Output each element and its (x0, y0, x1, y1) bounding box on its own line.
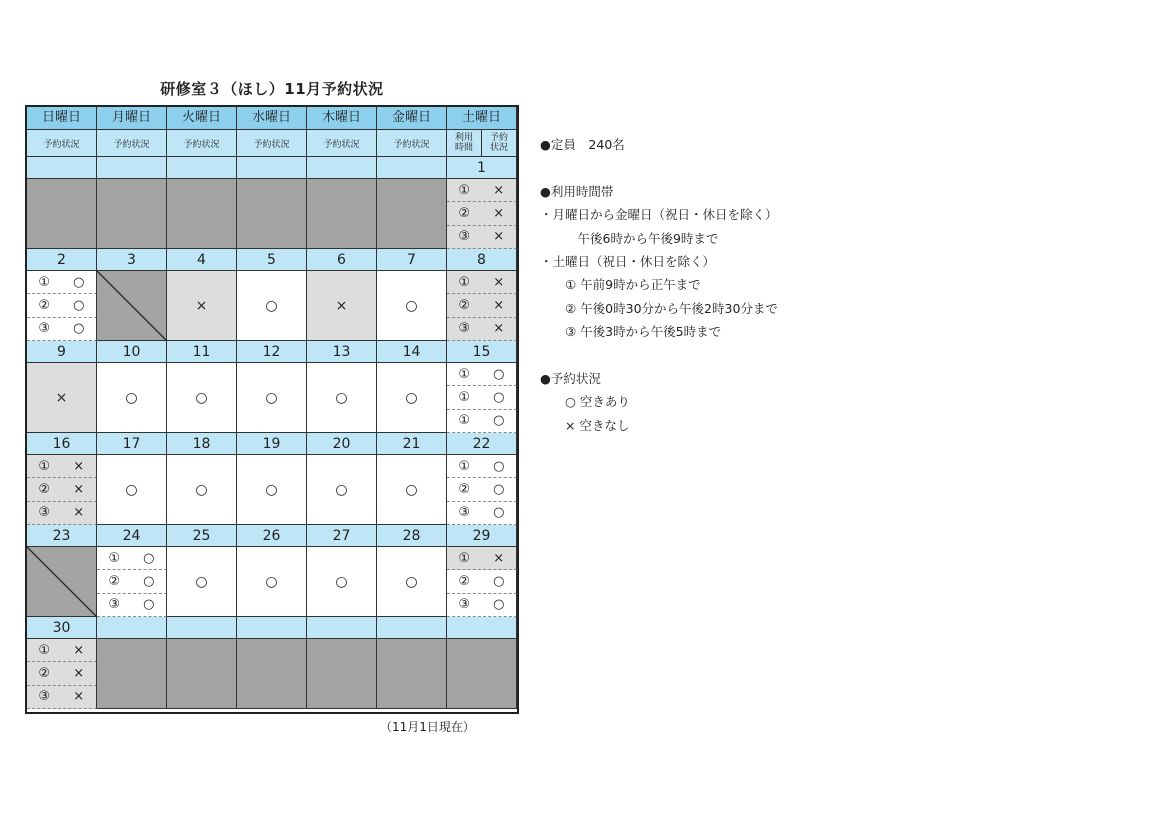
slot-status: × (493, 205, 505, 221)
availability-cell[interactable]: ○ (307, 547, 377, 617)
slot-status: × (493, 229, 505, 245)
slot-number: ① (458, 389, 471, 405)
info-line: ② 午後0時30分から午後2時30分まで (540, 300, 778, 316)
slot-number: ① (458, 182, 471, 198)
date-number: 23 (27, 525, 97, 547)
availability-cell[interactable]: × (167, 271, 237, 341)
date-number: 16 (27, 433, 97, 455)
info-line: ① 午前9時から正午まで (540, 277, 701, 293)
info-line: ●予約状況 (540, 371, 601, 387)
time-slot[interactable] (27, 318, 97, 341)
day-header: 水曜日 (237, 107, 307, 130)
slot-status: × (493, 182, 505, 198)
slot-number: ③ (38, 505, 51, 521)
date-number: 26 (237, 525, 307, 547)
date-number: 30 (27, 617, 97, 639)
date-number: 11 (167, 341, 237, 363)
date-number (307, 617, 377, 639)
availability-cell[interactable]: ○ (237, 547, 307, 617)
date-number: 1 (447, 157, 517, 179)
slot-status: ○ (493, 597, 505, 613)
closed-cell (237, 639, 307, 709)
slot-status: × (73, 481, 85, 497)
slot-number: ① (458, 366, 471, 382)
availability-cell[interactable]: ○ (307, 363, 377, 433)
slot-number: ① (38, 642, 51, 658)
slot-number: ③ (38, 689, 51, 705)
time-slot[interactable] (447, 226, 517, 249)
availability-cell[interactable]: ○ (377, 271, 447, 341)
slot-status: × (73, 505, 85, 521)
slot-status: ○ (143, 573, 155, 589)
availability-cell[interactable]: ○ (167, 547, 237, 617)
time-slot[interactable] (27, 271, 97, 294)
slot-number: ③ (458, 505, 471, 521)
closed-cell (97, 179, 167, 249)
time-slot[interactable] (447, 318, 517, 341)
closed-cell (167, 179, 237, 249)
availability-cell[interactable]: ○ (237, 363, 307, 433)
availability-cell[interactable]: ○ (237, 271, 307, 341)
time-slot[interactable] (447, 410, 517, 433)
info-line: ○ 空きあり (540, 394, 630, 410)
reservation-calendar (25, 105, 519, 714)
info-line (540, 344, 778, 367)
slot-status: ○ (493, 413, 505, 429)
date-number: 27 (307, 525, 377, 547)
date-number: 4 (167, 249, 237, 271)
date-number: 5 (237, 249, 307, 271)
status-subheader: 予約状況 (377, 130, 447, 157)
as-of-date: （11月1日現在） (380, 720, 475, 734)
availability-cell[interactable]: ○ (237, 455, 307, 525)
closed-cell (27, 179, 97, 249)
date-number: 21 (377, 433, 447, 455)
info-line: 午後6時から午後9時まで (540, 230, 719, 246)
availability-cell[interactable]: ○ (307, 455, 377, 525)
date-number: 10 (97, 341, 167, 363)
page-title: 研修室３（ほし）11月予約状況 (160, 80, 384, 98)
availability-cell[interactable]: ○ (167, 363, 237, 433)
time-slot[interactable] (27, 502, 97, 525)
time-slot[interactable] (447, 478, 517, 501)
slot-number: ② (108, 573, 121, 589)
time-slot[interactable] (27, 478, 97, 501)
date-number: 29 (447, 525, 517, 547)
time-slot[interactable] (447, 179, 517, 202)
time-slot[interactable] (97, 570, 167, 593)
slot-number: ① (108, 550, 121, 566)
day-header: 土曜日 (447, 107, 517, 130)
status-subheader: 予約状況 (167, 130, 237, 157)
closed-cell (97, 639, 167, 709)
time-slot[interactable] (27, 455, 97, 478)
date-number (307, 157, 377, 179)
info-line: ③ 午後3時から午後5時まで (540, 324, 722, 340)
info-line: ●定員 240名 (540, 137, 625, 152)
availability-cell[interactable]: ○ (377, 547, 447, 617)
slot-status: ○ (73, 321, 85, 337)
date-number (167, 157, 237, 179)
time-slot[interactable] (97, 594, 167, 617)
time-slot[interactable] (447, 547, 517, 570)
availability-cell[interactable]: ○ (97, 455, 167, 525)
slot-number: ① (38, 274, 51, 290)
slot-status: ○ (73, 274, 85, 290)
slot-status: ○ (493, 573, 505, 589)
availability-cell[interactable]: × (27, 363, 97, 433)
slot-status: × (73, 665, 85, 681)
slot-number: ③ (458, 229, 471, 245)
time-slot[interactable] (27, 662, 97, 685)
date-number: 18 (167, 433, 237, 455)
info-line: × 空きなし (540, 417, 630, 433)
slot-number: ① (458, 274, 471, 290)
day-header: 日曜日 (27, 107, 97, 130)
date-number: 7 (377, 249, 447, 271)
slot-status: × (73, 689, 85, 705)
slot-status: ○ (143, 550, 155, 566)
time-slot[interactable] (97, 547, 167, 570)
time-slot[interactable] (447, 386, 517, 409)
date-number (167, 617, 237, 639)
date-number: 15 (447, 341, 517, 363)
time-slot[interactable] (447, 502, 517, 525)
info-line (540, 156, 778, 179)
date-number (447, 617, 517, 639)
unavailable-cell (27, 547, 97, 617)
date-number: 9 (27, 341, 97, 363)
info-line: ●利用時間帯 (540, 183, 614, 199)
slot-status: ○ (73, 297, 85, 313)
slot-status: × (493, 321, 505, 337)
date-number: 13 (307, 341, 377, 363)
date-number (97, 617, 167, 639)
day-header: 月曜日 (97, 107, 167, 130)
slot-status: ○ (493, 505, 505, 521)
time-slot[interactable] (447, 570, 517, 593)
availability-cell[interactable]: ○ (377, 455, 447, 525)
date-number (377, 157, 447, 179)
slot-status: × (73, 642, 85, 658)
time-slot[interactable] (447, 594, 517, 617)
closed-cell (307, 179, 377, 249)
day-header: 金曜日 (377, 107, 447, 130)
slot-status: × (493, 274, 505, 290)
closed-cell (377, 179, 447, 249)
slot-number: ③ (108, 597, 121, 613)
slot-status: ○ (493, 366, 505, 382)
slot-number: ② (458, 205, 471, 221)
status-subheader: 予約状況 (307, 130, 377, 157)
time-slot[interactable] (447, 363, 517, 386)
date-number (97, 157, 167, 179)
slot-number: ③ (38, 321, 51, 337)
time-slot[interactable] (27, 639, 97, 662)
slot-number: ① (38, 458, 51, 474)
time-slot[interactable] (447, 271, 517, 294)
slot-number: ② (38, 481, 51, 497)
date-number: 12 (237, 341, 307, 363)
day-header: 木曜日 (307, 107, 377, 130)
status-subheader: 予約状況 (97, 130, 167, 157)
slot-status: ○ (493, 458, 505, 474)
date-number: 25 (167, 525, 237, 547)
slot-number: ② (38, 297, 51, 313)
slot-number: ② (458, 297, 471, 313)
date-number: 8 (447, 249, 517, 271)
slot-number: ② (458, 573, 471, 589)
date-number (377, 617, 447, 639)
slot-status: × (493, 550, 505, 566)
info-panel (540, 133, 778, 437)
slot-status: ○ (143, 597, 155, 613)
slot-number: ③ (458, 321, 471, 337)
status-subheader: 予約状況 (237, 130, 307, 157)
time-slot[interactable] (27, 294, 97, 317)
status-subheader: 予約 状況 (482, 130, 517, 157)
slot-number: ① (458, 550, 471, 566)
info-line: ・月曜日から金曜日（祝日・休日を除く） (540, 207, 778, 223)
date-number: 14 (377, 341, 447, 363)
slot-status: × (493, 297, 505, 313)
date-number: 2 (27, 249, 97, 271)
availability-cell[interactable]: × (307, 271, 377, 341)
unavailable-cell (97, 271, 167, 341)
slot-number: ③ (458, 597, 471, 613)
slot-number: ① (458, 458, 471, 474)
date-number: 28 (377, 525, 447, 547)
closed-cell (307, 639, 377, 709)
date-number: 24 (97, 525, 167, 547)
availability-cell[interactable]: ○ (97, 363, 167, 433)
date-number: 17 (97, 433, 167, 455)
availability-cell[interactable]: ○ (167, 455, 237, 525)
slot-status: ○ (493, 481, 505, 497)
day-header: 火曜日 (167, 107, 237, 130)
availability-cell[interactable]: ○ (377, 363, 447, 433)
time-subheader: 利用 時間 (447, 130, 482, 157)
time-slot[interactable] (27, 686, 97, 709)
slot-number: ② (458, 481, 471, 497)
date-number: 22 (447, 433, 517, 455)
date-number: 3 (97, 249, 167, 271)
time-slot[interactable] (447, 294, 517, 317)
slot-status: ○ (493, 389, 505, 405)
slot-status: × (73, 458, 85, 474)
date-number: 20 (307, 433, 377, 455)
date-number: 19 (237, 433, 307, 455)
time-slot[interactable] (447, 202, 517, 225)
slot-number: ② (38, 665, 51, 681)
closed-cell (237, 179, 307, 249)
status-subheader: 予約状況 (27, 130, 97, 157)
closed-cell (447, 639, 517, 709)
closed-cell (167, 639, 237, 709)
date-number: 6 (307, 249, 377, 271)
date-number (27, 157, 97, 179)
info-line: ・土曜日（祝日・休日を除く） (540, 254, 716, 270)
date-number (237, 617, 307, 639)
closed-cell (377, 639, 447, 709)
date-number (237, 157, 307, 179)
slot-number: ① (458, 413, 471, 429)
time-slot[interactable] (447, 455, 517, 478)
